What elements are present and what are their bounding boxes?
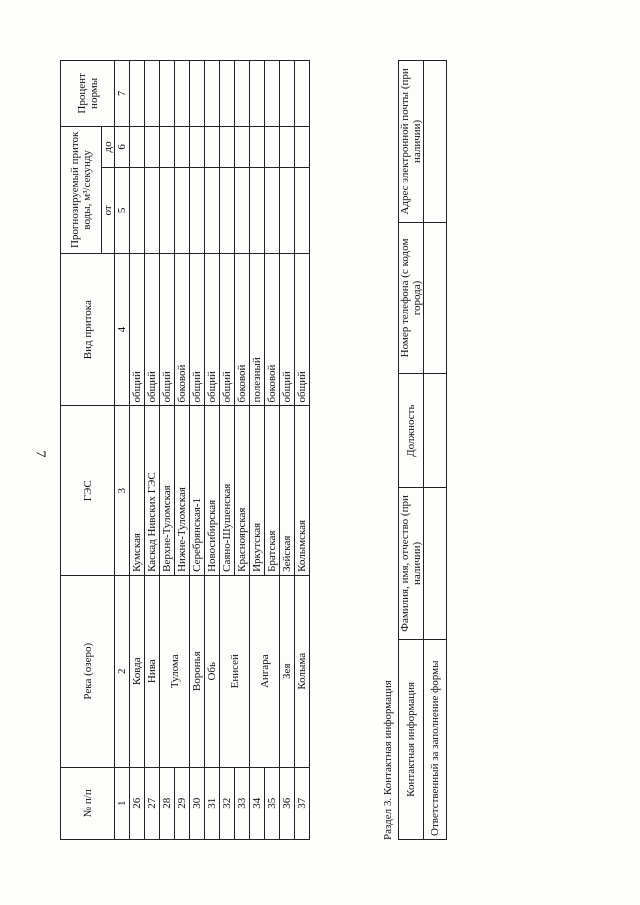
row-percent [295,61,310,127]
row-type: общий [220,253,235,406]
contact-row-label: Ответственный за заполнение формы [424,639,447,839]
table-row [295,61,310,840]
row-percent [250,61,265,127]
row-river: Ангара [250,575,280,767]
row-river: Воронья [190,575,205,767]
row-river: Енисей [220,575,250,767]
row-type: общий [295,253,310,406]
index-cell: 4 [115,253,130,406]
header-inflow-type: Вид притока [61,253,115,406]
row-hpp: Верхне-Туломская [160,406,175,575]
row-river: Тулома [160,575,190,767]
row-to [295,126,310,167]
row-from [265,168,280,254]
row-type: боковой [175,253,190,406]
row-type: общий [280,253,295,406]
row-hpp: Серебрянская-1 [190,406,205,575]
row-to [160,126,175,167]
row-from [130,168,145,254]
row-to [175,126,190,167]
row-num: 26 [130,767,145,839]
row-to [235,126,250,167]
index-cell: 1 [115,767,130,839]
row-percent [235,61,250,127]
row-percent [175,61,190,127]
row-type: боковой [235,253,250,406]
row-type: общий [130,253,145,406]
table-row [250,61,265,840]
contact-email-cell [424,61,447,223]
row-num: 32 [220,767,235,839]
row-from [295,168,310,254]
row-river: Обь [205,575,220,767]
header-to: до [102,126,115,167]
table-row [220,61,235,840]
table-row [205,61,220,840]
row-type: общий [205,253,220,406]
row-hpp: Нижне-Туломская [175,406,190,575]
table-row [130,61,145,840]
row-from [145,168,160,254]
row-num: 30 [190,767,205,839]
row-percent [190,61,205,127]
row-num: 37 [295,767,310,839]
header-from: от [102,168,115,254]
contact-info-table [398,60,447,840]
table-row [160,61,175,840]
row-to [265,126,280,167]
hydro-inflow-table [60,60,310,840]
row-num: 29 [175,767,190,839]
row-num: 27 [145,767,160,839]
row-from [280,168,295,254]
row-to [250,126,265,167]
row-type: общий [145,253,160,406]
row-river: Зея [280,575,295,767]
header-percent: Процент нормы [61,61,115,127]
row-from [175,168,190,254]
row-from [235,168,250,254]
contact-header-name: Фамилия, имя, отчество (при наличии) [399,488,424,640]
contact-header-phone: Номер телефона (с кодом города) [399,222,424,373]
rotated-page-content [60,60,530,840]
row-hpp: Колымская [295,406,310,575]
row-num: 31 [205,767,220,839]
row-percent [130,61,145,127]
row-num: 34 [250,767,265,839]
contact-header-email: Адрес электронной почты (при наличии) [399,61,424,223]
table-row [280,61,295,840]
contact-position-cell [424,374,447,488]
row-num: 35 [265,767,280,839]
row-from [205,168,220,254]
row-percent [220,61,235,127]
section3-title: Раздел 3. Контактная информация [382,680,394,840]
row-percent [265,61,280,127]
row-type: общий [190,253,205,406]
row-to [190,126,205,167]
row-hpp: Саяно-Шушенская [220,406,235,575]
contact-header-position: Должность [399,374,424,488]
index-cell: 6 [115,126,130,167]
row-type: полезный [250,253,265,406]
row-num: 36 [280,767,295,839]
row-hpp: Красноярская [235,406,250,575]
table-row [145,61,160,840]
index-cell: 7 [115,61,130,127]
row-to [205,126,220,167]
row-hpp: Кумская [130,406,145,575]
row-percent [280,61,295,127]
row-hpp: Иркутская [250,406,265,575]
contact-header-row [399,61,424,840]
header-num: № п/п [61,767,115,839]
row-to [220,126,235,167]
row-from [250,168,265,254]
row-from [160,168,175,254]
row-percent [145,61,160,127]
row-type: общий [160,253,175,406]
contact-name-cell [424,488,447,640]
header-forecast: Прогнозируемый приток воды, м³/секунду [61,126,102,253]
index-row [115,61,130,840]
row-river: Нива [145,575,160,767]
row-num: 33 [235,767,250,839]
row-type: боковой [265,253,280,406]
row-to [130,126,145,167]
header-hpp: ГЭС [61,406,115,575]
row-num: 28 [160,767,175,839]
row-to [280,126,295,167]
row-river: Колыма [295,575,310,767]
table-row [190,61,205,840]
contact-row [424,61,447,840]
index-cell: 5 [115,168,130,254]
contact-phone-cell [424,222,447,373]
row-from [190,168,205,254]
row-hpp: Каскад Нивских ГЭС [145,406,160,575]
page-number: 7 [32,450,48,458]
index-cell: 2 [115,575,130,767]
index-cell: 3 [115,406,130,575]
row-river: Ковда [130,575,145,767]
header-river: Река (озеро) [61,575,115,767]
table-body [115,61,310,840]
row-to [145,126,160,167]
row-hpp: Новосибирская [205,406,220,575]
row-percent [205,61,220,127]
row-percent [160,61,175,127]
row-hpp: Зейская [280,406,295,575]
contact-header-info: Контактная информация [399,639,424,839]
row-hpp: Братская [265,406,280,575]
row-from [220,168,235,254]
